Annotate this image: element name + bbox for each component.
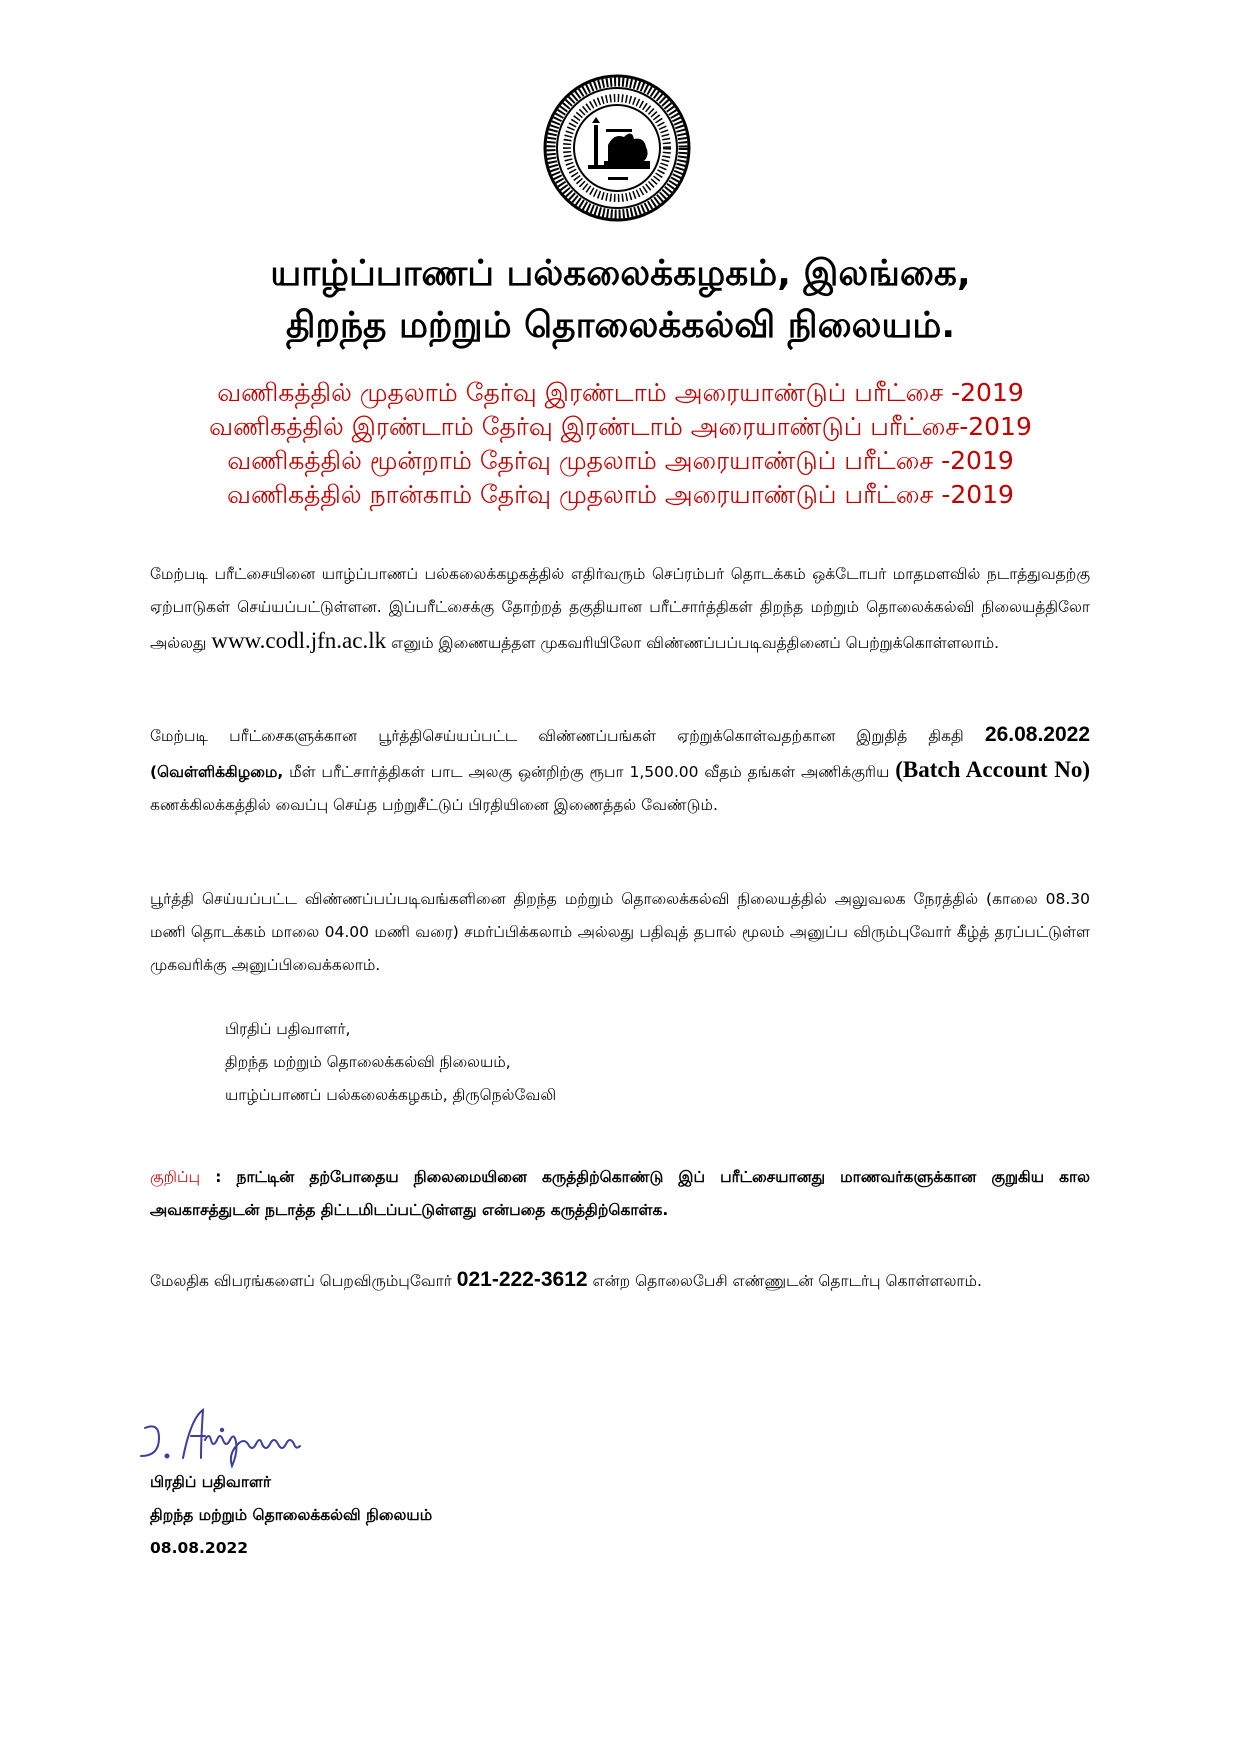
exam-line: வணிகத்தில் நான்காம் தேர்வு முதலாம் அரையாண்டுப் பரீட்சை -2019 (227, 480, 1014, 509)
batch-account-label: (Batch Account No) (895, 757, 1091, 782)
note-label: குறிப்பு (150, 1168, 201, 1186)
signoff-date: 08.08.2022 (150, 1539, 249, 1557)
deadline-day: (வெள்ளிக்கிழமை, (150, 763, 284, 781)
application-form-paragraph (150, 558, 1090, 660)
signoff-title: பிரதிப் பதிவாளர் (150, 1473, 272, 1491)
deadline-date: 26.08.2022 (984, 723, 1090, 746)
paragraph-text: மேலதிக விபரங்களைப் பெறவிரும்புவோர் (150, 1272, 457, 1290)
paragraph-text: பூர்த்தி செய்யப்பட்ட விண்ணப்பப்படிவங்களினை திறந்த மற்றும் தொலைக்கல்வி நிலையத்தில் அலுவலக நேரத்தில் (காலை 08.30 மணி தொடக்கம் மாலை 04.00 மணி வரை) சமர்ப்பிக்கலாம் அல்லது பதிவுத் தபால் மூலம் அனுப்ப விரும்புவோர் கீழ்த் தரப்பட்டுள்ள முகவரிக்கு அனுப்பிவைக்கலாம். (150, 890, 1090, 974)
paragraph-text: கணக்கிலக்கத்தில் வைப்பு செய்த பற்றுசீட்டுப் பிரதியினை இணைத்தல் வேண்டும். (150, 796, 718, 814)
address-line: யாழ்ப்பாணப் பல்கலைக்கழகம், திருநெல்வேலி (225, 1086, 557, 1104)
exam-line: வணிகத்தில் மூன்றாம் தேர்வு முதலாம் அரையாண்டுப் பரீட்சை -2019 (227, 446, 1014, 475)
exam-line: வணிகத்தில் இரண்டாம் தேர்வு இரண்டாம் அரையாண்டுப் பரீட்சை-2019 (209, 412, 1032, 441)
note-text: : நாட்டின் தற்போதைய நிலைமையினை கருத்திற்கொண்டு இப் பரீட்சையானது மாணவர்களுக்கான குறுகிய கால அவகாசத்துடன் நடாத்த திட்டமிடப்பட்டுள்ளது என்பதை கருத்திற்கொள்க. (150, 1168, 1090, 1219)
paragraph-text: மீள் பரீட்சார்த்திகள் பாட அலகு ஒன்றிற்கு ரூபா 1,500.00 வீதம் தங்கள் அணிக்குரிய (283, 763, 896, 781)
university-title-line-2: திறந்த மற்றும் தொலைக்கல்வி நிலையம். (285, 305, 956, 346)
website-link[interactable]: www.codl.jfn.ac.lk (211, 628, 387, 653)
postal-address (225, 1013, 556, 1112)
signature-icon (135, 1400, 395, 1470)
paragraph-text: என்ற தொலைபேசி எண்ணுடன் தொடர்பு கொள்ளலாம். (587, 1272, 982, 1290)
contact-paragraph (150, 1263, 1090, 1298)
exam-line: வணிகத்தில் முதலாம் தேர்வு இரண்டாம் அரையாண்டுப் பரீட்சை -2019 (217, 378, 1024, 407)
paragraph-text: எனும் இணையத்தள முகவரியிலோ விண்ணப்பப்படிவத்தினைப் பெற்றுக்கொள்ளலாம். (386, 634, 1000, 652)
paragraph-text: மேற்படி பரீட்சையினை யாழ்ப்பாணப் பல்கலைக்கழகத்தில் எதிர்வரும் செப்ரம்பர் தொடக்கம் ஒக்டோபர் மாதமளவில் நடாத்துவதற்கு ஏற்பாடுகள் செய்யப்பட்டுள்ளன. இப்பரீட்சைக்கு தோற்றத் தகுதியான பரீட்சார்த்திகள் திறந்த மற்றும் தொலைக்கல்வி நிலையத்திலோ அல்லது (150, 565, 1090, 652)
signoff-block (150, 1466, 432, 1565)
submission-paragraph (150, 883, 1090, 982)
deadline-paragraph (150, 718, 1090, 822)
note-paragraph (150, 1161, 1090, 1227)
university-title (0, 248, 1241, 352)
address-line: பிரதிப் பதிவாளர், (225, 1020, 351, 1038)
paragraph-text: மேற்படி பரீட்சைகளுக்கான பூர்த்திசெய்யப்பட்ட விண்ணப்பங்கள் ஏற்றுக்கொள்வதற்கான இறுதித் திகதி (150, 727, 985, 745)
university-seal-icon (542, 73, 692, 223)
exam-list (0, 376, 1241, 512)
address-line: திறந்த மற்றும் தொலைக்கல்வி நிலையம், (225, 1053, 511, 1071)
signoff-office: திறந்த மற்றும் தொலைக்கல்வி நிலையம் (150, 1506, 433, 1524)
university-title-line-1: யாழ்ப்பாணப் பல்கலைக்கழகம், இலங்கை, (270, 253, 971, 294)
phone-number: 021-222-3612 (456, 1268, 588, 1291)
